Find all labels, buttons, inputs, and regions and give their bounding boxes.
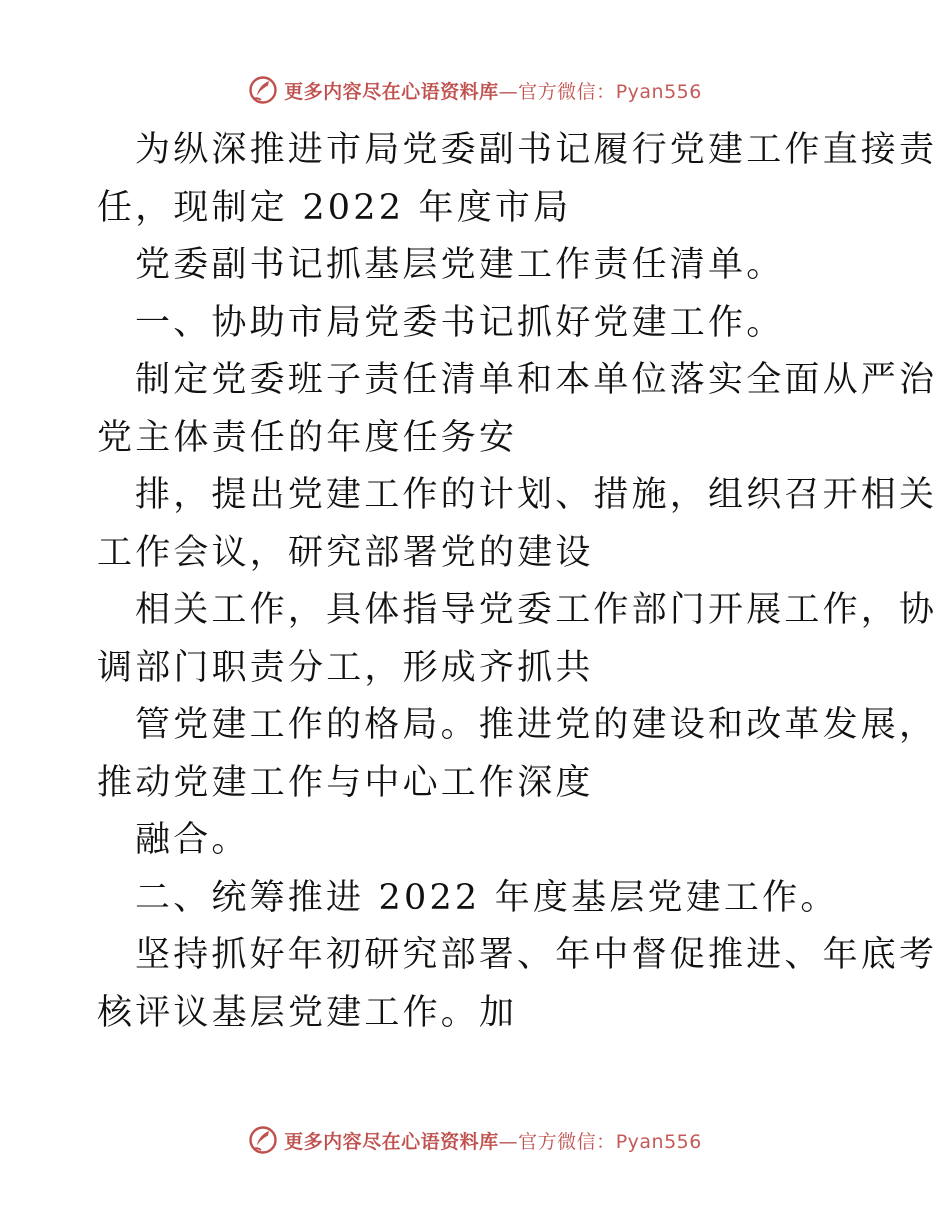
header-brand-name: 更多内容尽在心语资料库	[284, 80, 499, 103]
section-heading-1: 一、协助市局党委书记抓好党建工作。	[135, 302, 785, 343]
body-line: 调部门职责分工，形成齐抓共	[97, 647, 594, 688]
feather-pen-logo-icon	[248, 75, 278, 105]
body-line: 制定党委班子责任清单和本单位落实全面从严治	[135, 360, 938, 400]
header-banner-text	[284, 77, 702, 104]
footer-wechat-id: Pyan556	[615, 1130, 702, 1153]
body-line: 核评议基层党建工作。加	[97, 992, 518, 1033]
body-line: 管党建工作的格局。推进党的建设和改革发展，	[135, 705, 938, 745]
body-line: 党委副书记抓基层党建工作责任清单。	[135, 245, 785, 285]
body-line: 融合。	[135, 820, 250, 860]
footer-official-label: 官方微信：	[518, 1130, 616, 1153]
header-wechat-id: Pyan556	[615, 80, 702, 103]
footer-separator: —	[498, 1130, 519, 1153]
body-line: 工作会议，研究部署党的建设	[97, 532, 594, 573]
header-separator: —	[498, 80, 519, 103]
body-line: 为纵深推进市局党委副书记履行党建工作直接责	[135, 130, 938, 170]
header-banner	[0, 68, 950, 112]
header-official-label: 官方微信：	[518, 80, 616, 103]
body-line: 党主体责任的年度任务安	[97, 417, 518, 458]
document-body	[97, 122, 938, 1042]
footer-brand-name: 更多内容尽在心语资料库	[284, 1130, 499, 1153]
body-line: 相关工作，具体指导党委工作部门开展工作，协	[135, 590, 938, 630]
section-heading-2: 二、统筹推进 2022 年度基层党建工作。	[135, 877, 839, 918]
body-line: 任，现制定 2022 年度市局	[97, 187, 572, 228]
footer-banner	[0, 1118, 950, 1162]
footer-banner-text	[284, 1127, 702, 1154]
body-line: 坚持抓好年初研究部署、年中督促推进、年底考	[135, 935, 938, 975]
body-line: 推动党建工作与中心工作深度	[97, 762, 594, 803]
body-line: 排，提出党建工作的计划、措施，组织召开相关	[135, 475, 938, 515]
feather-pen-logo-icon	[248, 1125, 278, 1155]
